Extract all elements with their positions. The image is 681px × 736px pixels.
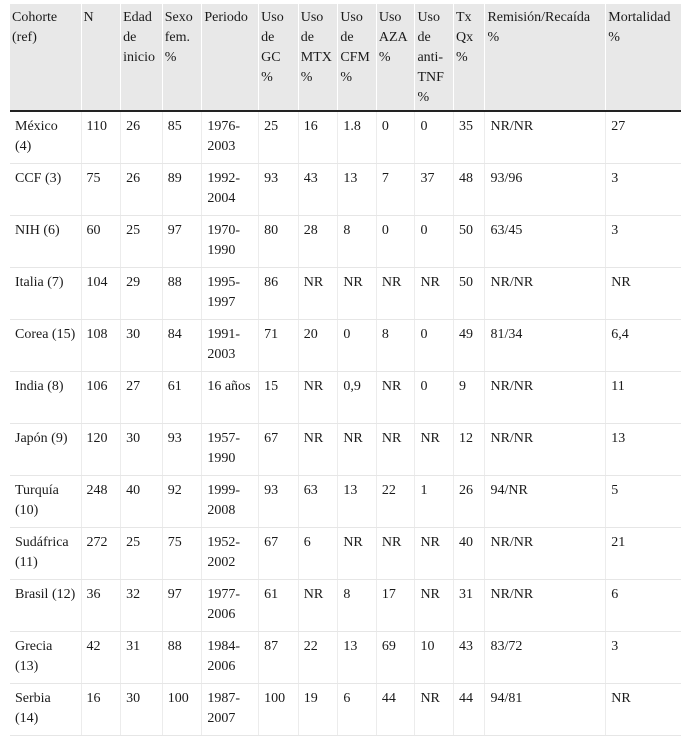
table-cell: 106 [81,372,121,424]
table-cell: 30 [121,424,163,476]
table-cell: 29 [121,268,163,320]
table-cell: 25 [259,111,299,164]
table-cell: 1992-2004 [202,164,259,216]
table-cell: 84 [162,320,202,372]
table-cell: 100 [162,684,202,736]
table-cell: 48 [454,164,485,216]
table-row [10,424,681,476]
table-cell: 85 [162,111,202,164]
table-cell: NR [606,268,681,320]
table-cell: 1952-2002 [202,528,259,580]
table-cell: 1984-2006 [202,632,259,684]
table-cell: 63/45 [485,216,606,268]
column-header: Periodo [202,4,259,111]
table-cell: 1995-1997 [202,268,259,320]
table-row [10,476,681,528]
table-cell: 1976-2003 [202,111,259,164]
table-row [10,111,681,164]
table-cell: 3 [606,164,681,216]
table-cell: 0 [415,111,454,164]
table-row [10,268,681,320]
cohort-cell: Italia (7) [10,268,81,320]
table-cell: 0 [376,216,415,268]
cohort-table [10,4,681,736]
table-cell: 272 [81,528,121,580]
table-row [10,164,681,216]
table-cell: NR [415,424,454,476]
table-cell: 75 [162,528,202,580]
table-row [10,216,681,268]
column-header: Uso AZA % [376,4,415,111]
table-cell: 6 [606,580,681,632]
table-cell: NR/NR [485,268,606,320]
table-cell: 13 [338,476,377,528]
table-cell: 93 [259,164,299,216]
table-cell: NR [376,372,415,424]
table-cell: 0,9 [338,372,377,424]
table-cell: 17 [376,580,415,632]
table-cell: 93/96 [485,164,606,216]
table-cell: NR [298,580,338,632]
table-cell: 40 [454,528,485,580]
cohort-cell: Turquía (10) [10,476,81,528]
table-cell: NR [376,528,415,580]
table-cell: 43 [454,632,485,684]
table-cell: 12 [454,424,485,476]
table-cell: 75 [81,164,121,216]
table-header-row [10,4,681,111]
table-cell: NR [606,684,681,736]
table-cell: 15 [259,372,299,424]
column-header: Remisión/Recaída % [485,4,606,111]
table-cell: 32 [121,580,163,632]
cohort-cell: Serbia (14) [10,684,81,736]
table-cell: 27 [121,372,163,424]
table-cell: 6 [298,528,338,580]
table-cell: 5 [606,476,681,528]
table-cell: 26 [121,111,163,164]
table-cell: 16 [81,684,121,736]
table-cell: 25 [121,528,163,580]
table-cell: 1970-1990 [202,216,259,268]
cohort-cell: Sudáfrica (11) [10,528,81,580]
column-header: Uso de GC % [259,4,299,111]
column-header: Tx Qx % [454,4,485,111]
table-cell: 1999-2008 [202,476,259,528]
table-cell: NR/NR [485,372,606,424]
table-cell: NR [298,424,338,476]
table-cell: NR/NR [485,528,606,580]
column-header: Edad de inicio [121,4,163,111]
cohort-cell: NIH (6) [10,216,81,268]
cohort-cell: Brasil (12) [10,580,81,632]
table-cell: 7 [376,164,415,216]
table-cell: 94/81 [485,684,606,736]
table-cell: 21 [606,528,681,580]
table-cell: 36 [81,580,121,632]
table-cell: 9 [454,372,485,424]
table-cell: 22 [298,632,338,684]
table-cell: 81/34 [485,320,606,372]
cohort-cell: Grecia (13) [10,632,81,684]
table-cell: 61 [162,372,202,424]
table-cell: 25 [121,216,163,268]
table-cell: 19 [298,684,338,736]
table-cell: 13 [338,632,377,684]
table-cell: 88 [162,268,202,320]
table-cell: 1987-2007 [202,684,259,736]
table-cell: 1977-2006 [202,580,259,632]
table-cell: 1957-1990 [202,424,259,476]
table-cell: 86 [259,268,299,320]
table-cell: 8 [338,216,377,268]
table-cell: 44 [376,684,415,736]
table-cell: 22 [376,476,415,528]
table-cell: 89 [162,164,202,216]
table-cell: 30 [121,684,163,736]
table-cell: 1.8 [338,111,377,164]
cohort-cell: Japón (9) [10,424,81,476]
table-cell: 40 [121,476,163,528]
table-cell: 26 [454,476,485,528]
column-header: Sexo fem. % [162,4,202,111]
table-cell: NR/NR [485,424,606,476]
table-cell: 3 [606,632,681,684]
table-cell: 27 [606,111,681,164]
column-header: N [81,4,121,111]
table-cell: 92 [162,476,202,528]
table-cell: NR [376,268,415,320]
table-cell: 42 [81,632,121,684]
table-cell: 0 [338,320,377,372]
table-row [10,632,681,684]
table-cell: 50 [454,216,485,268]
column-header: Uso de MTX % [298,4,338,111]
table-cell: 3 [606,216,681,268]
table-cell: 8 [338,580,377,632]
table-cell: 1991-2003 [202,320,259,372]
cohort-cell: México (4) [10,111,81,164]
table-cell: NR/NR [485,111,606,164]
cohort-cell: India (8) [10,372,81,424]
table-cell: 93 [259,476,299,528]
table-row [10,528,681,580]
cohort-cell: Corea (15) [10,320,81,372]
table-cell: 10 [415,632,454,684]
table-row [10,372,681,424]
table-cell: 80 [259,216,299,268]
table-cell: NR [338,528,377,580]
table-cell: 83/72 [485,632,606,684]
table-row [10,320,681,372]
table-cell: 50 [454,268,485,320]
table-cell: 20 [298,320,338,372]
table-cell: 69 [376,632,415,684]
table-row [10,684,681,736]
table-cell: 31 [121,632,163,684]
column-header: Uso de CFM % [338,4,377,111]
table-cell: 44 [454,684,485,736]
table-cell: 11 [606,372,681,424]
table-cell: 100 [259,684,299,736]
table-cell: 110 [81,111,121,164]
table-cell: 6,4 [606,320,681,372]
table-cell: 35 [454,111,485,164]
table-cell: 0 [415,372,454,424]
table-cell: 13 [606,424,681,476]
table-cell: NR [298,268,338,320]
table-cell: 16 [298,111,338,164]
table-cell: 87 [259,632,299,684]
table-cell: 0 [415,320,454,372]
table-cell: NR [415,580,454,632]
table-cell: NR/NR [485,580,606,632]
table-cell: 30 [121,320,163,372]
table-cell: 88 [162,632,202,684]
table-cell: 93 [162,424,202,476]
table-cell: 248 [81,476,121,528]
table-row [10,580,681,632]
table-cell: 0 [415,216,454,268]
table-cell: NR [415,684,454,736]
table-cell: 94/NR [485,476,606,528]
table-cell: 120 [81,424,121,476]
column-header: Mortalidad % [606,4,681,111]
table-cell: 61 [259,580,299,632]
table-cell: 37 [415,164,454,216]
table-cell: 67 [259,424,299,476]
table-cell: 13 [338,164,377,216]
table-cell: NR [415,528,454,580]
table-cell: 16 años [202,372,259,424]
table-cell: NR [338,268,377,320]
table-cell: 108 [81,320,121,372]
table-cell: 49 [454,320,485,372]
table-cell: 31 [454,580,485,632]
table-cell: NR [376,424,415,476]
table-cell: 26 [121,164,163,216]
table-cell: 71 [259,320,299,372]
table-cell: 43 [298,164,338,216]
table-cell: NR [415,268,454,320]
cohort-cell: CCF (3) [10,164,81,216]
table-cell: 63 [298,476,338,528]
table-body [10,111,681,736]
table-cell: 104 [81,268,121,320]
table-cell: 97 [162,216,202,268]
table-cell: NR [298,372,338,424]
column-header: Cohorte (ref) [10,4,81,111]
column-header: Uso de anti-TNF % [415,4,454,111]
table-cell: 28 [298,216,338,268]
table-cell: 67 [259,528,299,580]
table-cell: 0 [376,111,415,164]
table-cell: 97 [162,580,202,632]
table-cell: 60 [81,216,121,268]
table-cell: NR [338,424,377,476]
table-cell: 8 [376,320,415,372]
table-cell: 1 [415,476,454,528]
table-cell: 6 [338,684,377,736]
